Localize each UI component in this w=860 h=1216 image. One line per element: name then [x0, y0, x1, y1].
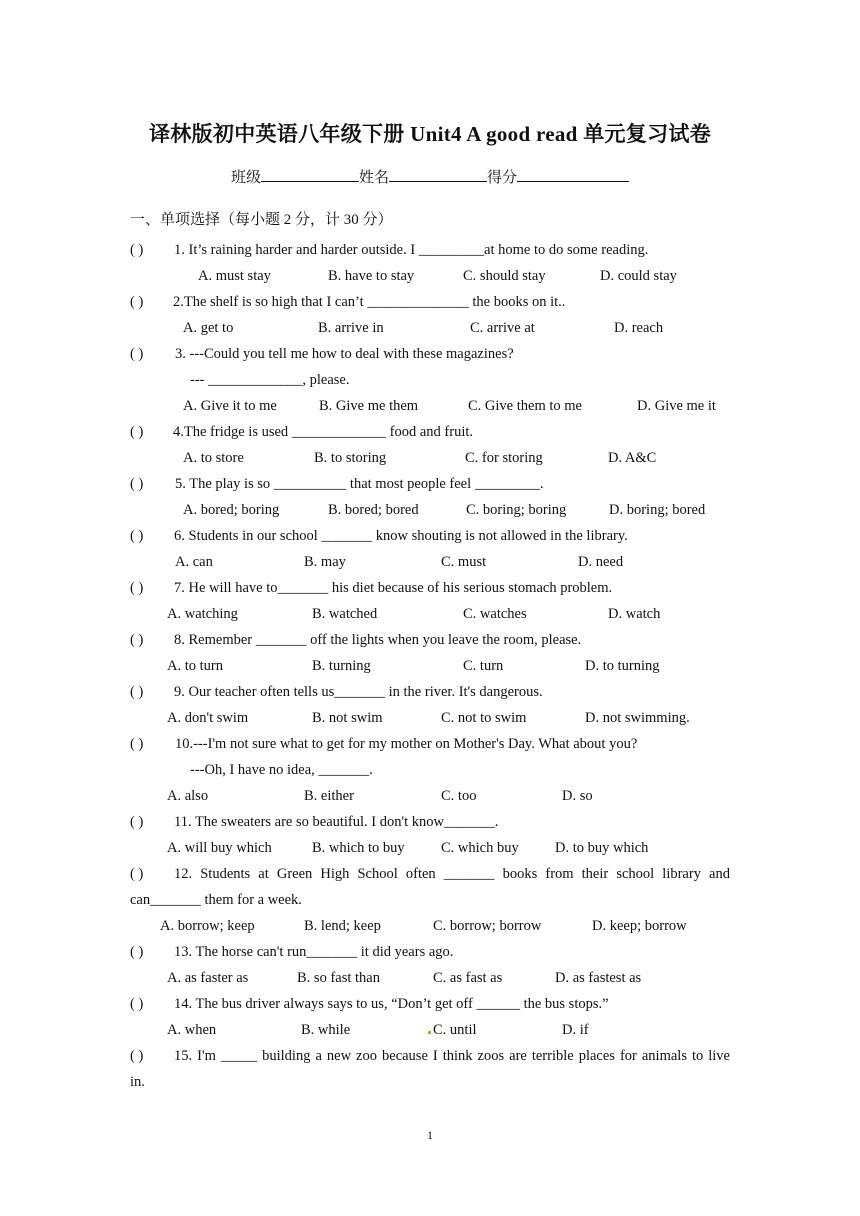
question-text: 8. Remember _______ off the lights when you leave the room, please.: [174, 632, 582, 648]
option-c: C. boring; boring: [466, 502, 567, 518]
option-c: C. arrive at: [470, 320, 535, 336]
class-label: 班级: [230, 170, 261, 186]
option-b: B. arrive in: [318, 320, 384, 336]
answer-bracket: ( ): [130, 242, 144, 258]
option-b: B. bored; bored: [328, 502, 419, 518]
answer-bracket: ( ): [130, 476, 144, 492]
option-b: B. watched: [312, 606, 378, 622]
option-b: B. turning: [312, 658, 371, 674]
option-a: A. bored; boring: [183, 502, 280, 518]
score-blank: [517, 167, 629, 182]
edit-marker: [428, 1031, 431, 1034]
option-d: D. keep; borrow: [592, 918, 687, 934]
option-a: A. to turn: [167, 658, 223, 674]
answer-bracket: ( ): [130, 736, 144, 752]
answer-bracket: ( ): [130, 1048, 144, 1064]
option-c: C. watches: [463, 606, 527, 622]
option-a: A. watching: [167, 606, 238, 622]
option-d: D. to buy which: [555, 840, 649, 856]
answer-bracket: ( ): [130, 866, 144, 882]
option-a: A. Give it to me: [183, 398, 277, 414]
option-c: C. until: [433, 1022, 477, 1038]
question-text: 14. The bus driver always says to us, “Don’t get off ______ the bus stops.”: [174, 996, 609, 1012]
question-3-reply: --- _____________, please.: [190, 372, 350, 388]
option-d: D. watch: [608, 606, 661, 622]
option-a: A. must stay: [198, 268, 271, 284]
option-d: D. to turning: [585, 658, 660, 674]
answer-bracket: ( ): [130, 996, 144, 1012]
option-b: B. Give me them: [319, 398, 419, 414]
student-info-line: [0, 166, 860, 187]
answer-bracket: ( ): [130, 346, 144, 362]
option-c: C. for storing: [465, 450, 543, 466]
option-c: C. must: [441, 554, 487, 570]
question-text: 1. It’s raining harder and harder outside. I _________at home to do some reading.: [174, 242, 649, 258]
question-12-continuation: can_______ them for a week.: [130, 892, 302, 908]
option-c: C. too: [441, 788, 477, 804]
question-text: 11. The sweaters are so beautiful. I don't know_______.: [174, 814, 499, 830]
question-text: 15. I'm _____ building a new zoo because I think zoos are terrible places for animals to live: [174, 1048, 730, 1064]
option-d: D. A&C: [608, 450, 657, 466]
question-text: 2.The shelf is so high that I can’t ______________ the books on it..: [173, 294, 566, 310]
option-d: D. not swimming.: [585, 710, 690, 726]
option-b: B. which to buy: [312, 840, 405, 856]
answer-bracket: ( ): [130, 684, 144, 700]
answer-bracket: ( ): [130, 424, 144, 440]
option-a: A. borrow; keep: [160, 918, 255, 934]
option-a: A. can: [175, 554, 213, 570]
option-d: D. could stay: [600, 268, 677, 284]
question-15-continuation: in.: [130, 1074, 145, 1090]
question-10-reply: ---Oh, I have no idea, _______.: [190, 762, 373, 778]
option-d: D. reach: [614, 320, 664, 336]
option-b: B. while: [301, 1022, 351, 1038]
answer-bracket: ( ): [130, 580, 144, 596]
question-text: 3. ---Could you tell me how to deal with these magazines?: [175, 346, 514, 362]
option-d: D. need: [578, 554, 624, 570]
option-a: A. will buy which: [167, 840, 272, 856]
option-a: A. as faster as: [167, 970, 249, 986]
option-b: B. either: [304, 788, 354, 804]
question-text: 6. Students in our school _______ know shouting is not allowed in the library.: [174, 528, 628, 544]
option-c: C. borrow; borrow: [433, 918, 542, 934]
name-label: 姓名: [358, 170, 389, 186]
option-b: B. may: [304, 554, 346, 570]
option-b: B. so fast than: [297, 970, 380, 986]
name-blank: [389, 167, 487, 182]
option-c: C. not to swim: [441, 710, 527, 726]
score-label: 得分: [487, 170, 518, 186]
page-title: 译林版初中英语八年级下册 Unit4 A good read 单元复习试卷: [149, 122, 711, 146]
answer-bracket: ( ): [130, 294, 144, 310]
answer-bracket: ( ): [130, 528, 144, 544]
option-d: D. if: [562, 1022, 589, 1038]
option-b: B. not swim: [312, 710, 383, 726]
question-text: 7. He will have to_______ his diet because of his serious stomach problem.: [174, 580, 613, 596]
option-c: C. turn: [463, 658, 504, 674]
option-b: B. lend; keep: [304, 918, 381, 934]
section-heading: 一、单项选择（每小题 2 分，计 30 分）: [130, 212, 393, 228]
option-a: A. when: [167, 1022, 217, 1038]
option-c: C. as fast as: [433, 970, 503, 986]
option-a: A. get to: [183, 320, 234, 336]
option-d: D. Give me it: [637, 398, 716, 414]
option-a: A. to store: [183, 450, 244, 466]
option-b: B. have to stay: [328, 268, 415, 284]
answer-bracket: ( ): [130, 814, 144, 830]
answer-bracket: ( ): [130, 944, 144, 960]
question-text: 9. Our teacher often tells us_______ in the river. It's dangerous.: [174, 684, 543, 700]
option-d: D. so: [562, 788, 593, 804]
option-c: C. should stay: [463, 268, 546, 284]
option-a: A. also: [167, 788, 209, 804]
option-c: C. which buy: [441, 840, 519, 856]
option-d: D. as fastest as: [555, 970, 642, 986]
option-a: A. don't swim: [167, 710, 249, 726]
option-c: C. Give them to me: [468, 398, 582, 414]
question-text: 10.---I'm not sure what to get for my mother on Mother's Day. What about you?: [175, 736, 638, 752]
option-b: B. to storing: [314, 450, 387, 466]
answer-bracket: ( ): [130, 632, 144, 648]
question-text: 5. The play is so __________ that most people feel _________.: [175, 476, 544, 492]
option-d: D. boring; bored: [609, 502, 706, 518]
question-text: 4.The fridge is used _____________ food and fruit.: [173, 424, 474, 440]
question-text: 13. The horse can't run_______ it did years ago.: [174, 944, 454, 960]
class-blank: [261, 167, 359, 182]
page-number: 1: [427, 1128, 433, 1142]
question-text: 12. Students at Green High School often _______ books from their school library and: [174, 866, 730, 882]
